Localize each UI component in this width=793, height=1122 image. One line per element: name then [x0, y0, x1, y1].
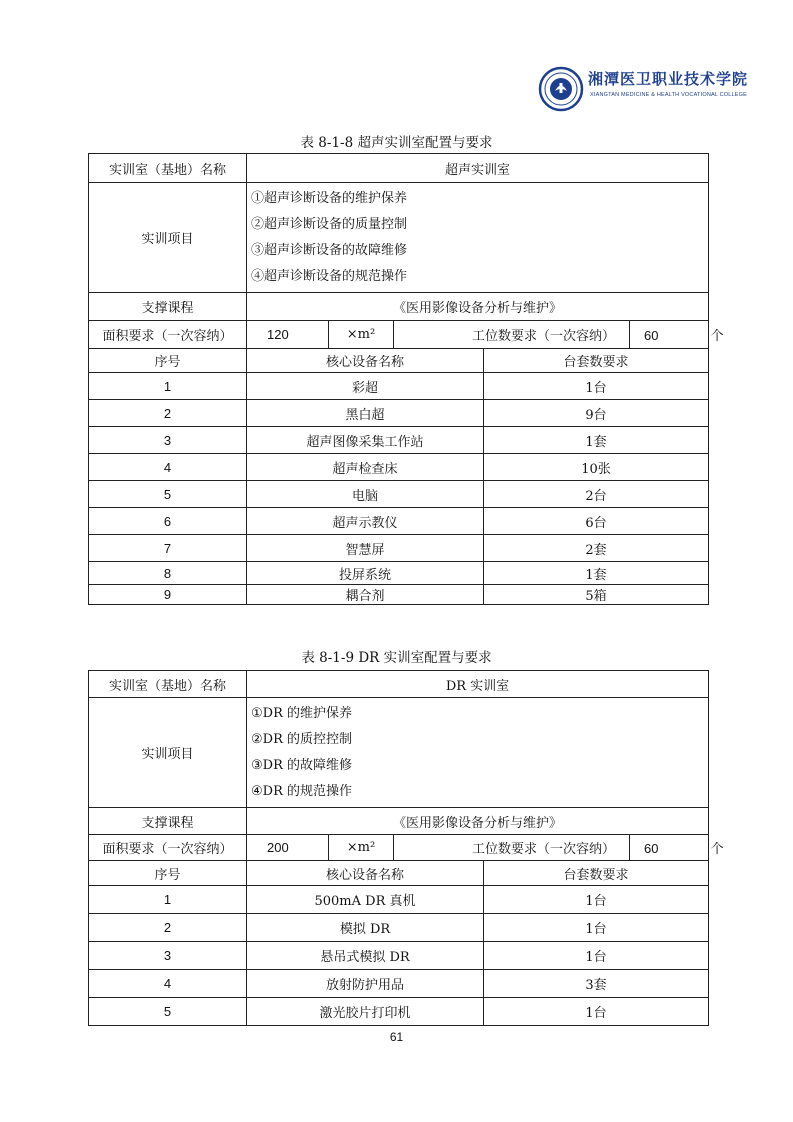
row-equipment: 超声检查床 — [247, 454, 484, 481]
training-item: ①DR 的维护保养 — [251, 705, 352, 721]
row-equipment: 超声示教仪 — [247, 508, 484, 535]
row-equipment: 模拟 DR — [247, 914, 484, 942]
row-no: 3 — [89, 427, 247, 454]
area-label: 面积要求（一次容纳） — [89, 321, 247, 349]
row-no: 4 — [89, 970, 247, 998]
row-equipment: 智慧屏 — [247, 535, 484, 562]
training-items-label: 实训项目 — [89, 183, 247, 293]
stations-value: 60 — [644, 328, 659, 343]
ultrasound-lab-table — [88, 153, 724, 605]
row-no: 2 — [89, 400, 247, 427]
stations-value: 60 — [644, 841, 659, 856]
lab-name-value: DR 实训室 — [247, 671, 709, 698]
course-value: 《医用影像设备分析与维护》 — [247, 293, 709, 321]
row-no: 9 — [89, 585, 247, 605]
training-item: ②DR 的质控控制 — [251, 731, 352, 747]
table-row — [89, 508, 709, 535]
table-row — [89, 562, 709, 585]
row-no: 5 — [89, 998, 247, 1026]
table-row — [89, 585, 709, 605]
row-no: 8 — [89, 562, 247, 585]
column-header-qty: 台套数要求 — [484, 349, 709, 373]
training-items-label: 实训项目 — [89, 698, 247, 808]
row-equipment: 彩超 — [247, 373, 484, 400]
row-qty: 1台 — [484, 942, 709, 970]
table-row — [89, 914, 709, 942]
stations-unit: 个 — [710, 842, 724, 857]
table-row — [89, 481, 709, 508]
course-value: 《医用影像设备分析与维护》 — [247, 808, 709, 835]
row-equipment: 放射防护用品 — [247, 970, 484, 998]
row-qty: 6台 — [484, 508, 709, 535]
row-no: 2 — [89, 914, 247, 942]
training-item: ④超声诊断设备的规范操作 — [251, 268, 408, 284]
lab-name-value: 超声实训室 — [247, 154, 709, 183]
training-items-list — [247, 698, 709, 808]
table-row — [89, 998, 709, 1026]
training-item: ①超声诊断设备的维护保养 — [251, 190, 408, 206]
row-qty: 3套 — [484, 970, 709, 998]
row-no: 1 — [89, 373, 247, 400]
page-number: 61 — [389, 1030, 404, 1044]
college-logo — [538, 66, 749, 112]
row-equipment: 激光胶片打印机 — [247, 998, 484, 1026]
area-value: 200 — [247, 835, 329, 861]
column-header-qty: 台套数要求 — [484, 861, 709, 886]
table-row — [89, 535, 709, 562]
row-qty: 5箱 — [484, 585, 709, 605]
training-item: ④DR 的规范操作 — [251, 783, 352, 799]
table-row — [89, 400, 709, 427]
row-equipment: 电脑 — [247, 481, 484, 508]
logo-chinese-name: 湘潭医卫职业技术学院 — [588, 70, 749, 88]
row-qty: 1套 — [484, 427, 709, 454]
training-item: ③超声诊断设备的故障维修 — [251, 242, 408, 258]
table-row — [89, 942, 709, 970]
row-equipment: 黑白超 — [247, 400, 484, 427]
column-header-no: 序号 — [89, 861, 247, 886]
stations-unit: 个 — [710, 329, 724, 344]
row-qty: 10张 — [484, 454, 709, 481]
stations-cell — [630, 835, 724, 861]
row-no: 5 — [89, 481, 247, 508]
lab-name-label: 实训室（基地）名称 — [89, 154, 247, 183]
college-emblem-icon — [538, 66, 584, 112]
table-row — [89, 886, 709, 914]
table-caption: 表 8-1-9 DR 实训室配置与要求 — [301, 650, 492, 666]
row-equipment: 投屏系统 — [247, 562, 484, 585]
course-label: 支撑课程 — [89, 808, 247, 835]
lab-name-label: 实训室（基地）名称 — [89, 671, 247, 698]
stations-label: 工位数要求（一次容纳） — [394, 321, 630, 349]
training-item: ②超声诊断设备的质量控制 — [251, 216, 408, 232]
row-qty: 1台 — [484, 914, 709, 942]
area-value: 120 — [247, 321, 329, 349]
row-qty: 1台 — [484, 373, 709, 400]
table-row — [89, 373, 709, 400]
logo-english-name: XIANGTAN MEDICINE & HEALTH VOCATIONAL COLLEGE — [590, 92, 748, 98]
row-equipment: 超声图像采集工作站 — [247, 427, 484, 454]
stations-cell — [630, 321, 724, 349]
row-no: 1 — [89, 886, 247, 914]
column-header-no: 序号 — [89, 349, 247, 373]
row-qty: 2台 — [484, 481, 709, 508]
row-equipment: 悬吊式模拟 DR — [247, 942, 484, 970]
table-row — [89, 454, 709, 481]
table-row — [89, 427, 709, 454]
row-no: 4 — [89, 454, 247, 481]
row-qty: 1台 — [484, 886, 709, 914]
row-qty: 1套 — [484, 562, 709, 585]
column-header-name: 核心设备名称 — [247, 861, 484, 886]
row-no: 7 — [89, 535, 247, 562]
row-equipment: 500mA DR 真机 — [247, 886, 484, 914]
table-row — [89, 970, 709, 998]
training-item: ③DR 的故障维修 — [251, 757, 352, 773]
column-header-name: 核心设备名称 — [247, 349, 484, 373]
dr-lab-table — [88, 670, 724, 1026]
row-no: 3 — [89, 942, 247, 970]
row-equipment: 耦合剂 — [247, 585, 484, 605]
row-qty: 1台 — [484, 998, 709, 1026]
area-label: 面积要求（一次容纳） — [89, 835, 247, 861]
area-unit: ×m² — [329, 835, 394, 861]
training-items-list — [247, 183, 709, 293]
table-caption: 表 8-1-8 超声实训室配置与要求 — [300, 135, 493, 151]
row-qty: 9台 — [484, 400, 709, 427]
stations-label: 工位数要求（一次容纳） — [394, 835, 630, 861]
area-unit: ×m² — [329, 321, 394, 349]
course-label: 支撑课程 — [89, 293, 247, 321]
row-qty: 2套 — [484, 535, 709, 562]
row-no: 6 — [89, 508, 247, 535]
